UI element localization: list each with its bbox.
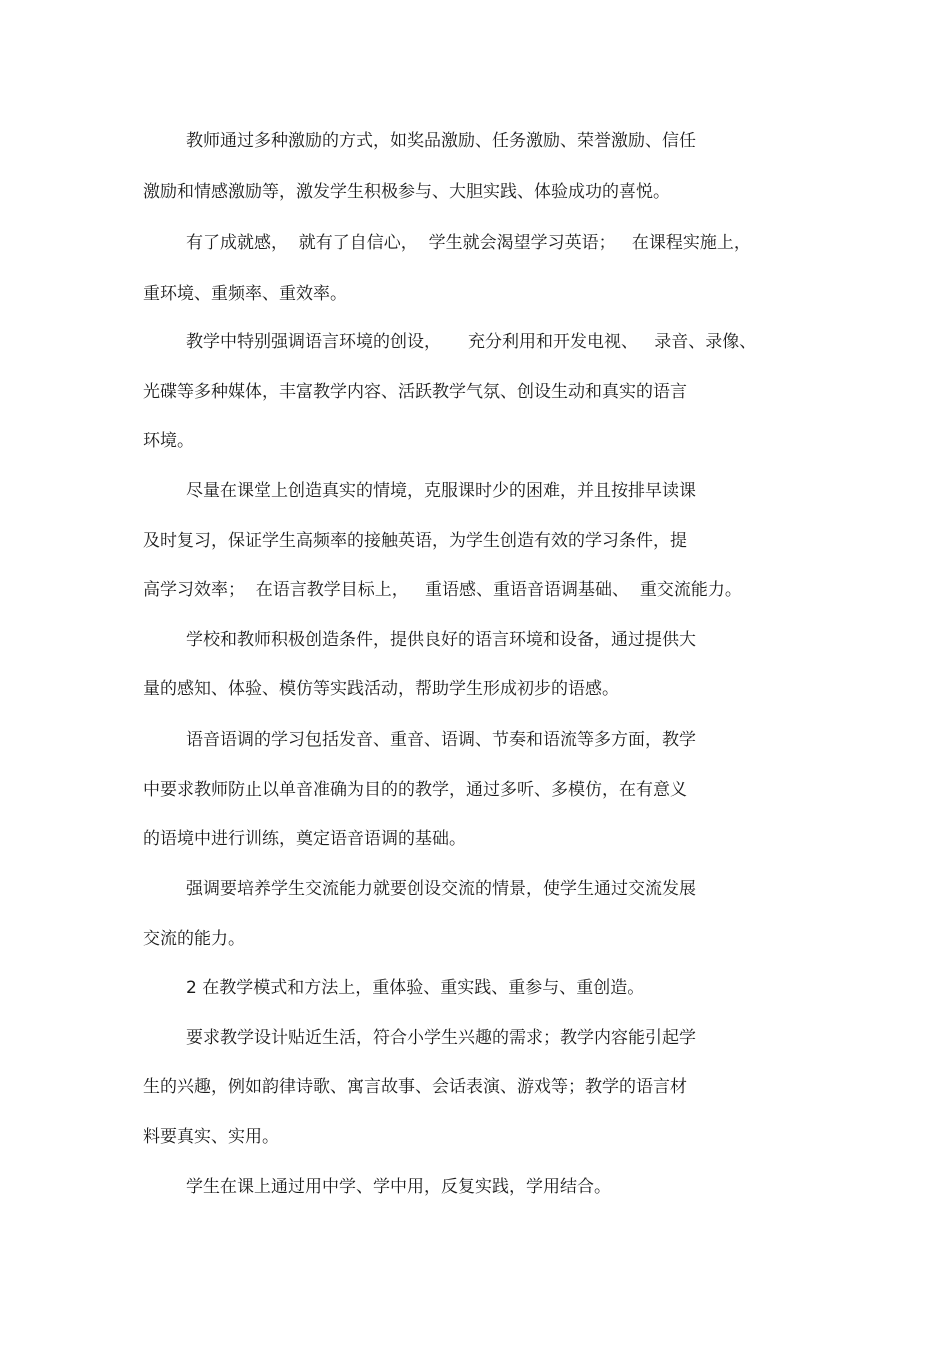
text-line: 语音语调的学习包括发音、重音、语调、节奏和语流等多方面，教学: [186, 730, 696, 750]
text-line: 的语境中进行训练，奠定语音语调的基础。: [143, 829, 466, 849]
text-line: 学校和教师积极创造条件，提供良好的语言环境和设备，通过提供大: [186, 630, 696, 650]
text-line: 生的兴趣，例如韵律诗歌、寓言故事、会话表演、游戏等；教学的语言材: [143, 1077, 687, 1097]
text-line: 教学中特别强调语言环境的创设， 充分利用和开发电视、 录音、录像、: [186, 332, 757, 352]
text-line: 教师通过多种激励的方式，如奖品激励、任务激励、荣誉激励、信任: [186, 131, 696, 151]
text-line: 交流的能力。: [143, 929, 245, 949]
text-line: 及时复习，保证学生高频率的接触英语，为学生创造有效的学习条件，提: [143, 531, 687, 551]
text-line: 有了成就感， 就有了自信心， 学生就会渴望学习英语； 在课程实施上，: [186, 233, 751, 253]
text-line: 高学习效率； 在语言教学目标上， 重语感、重语音语调基础、 重交流能力。: [143, 580, 742, 600]
text-line: 光碟等多种媒体，丰富教学内容、活跃教学气氛、创设生动和真实的语言: [143, 382, 687, 402]
text-line: 料要真实、实用。: [143, 1127, 279, 1147]
text-line: 2 在教学模式和方法上，重体验、重实践、重参与、重创造。: [186, 978, 645, 998]
text-line: 激励和情感激励等，激发学生积极参与、大胆实践、体验成功的喜悦。: [143, 182, 670, 202]
text-line: 量的感知、体验、模仿等实践活动，帮助学生形成初步的语感。: [143, 679, 619, 699]
text-line: 要求教学设计贴近生活，符合小学生兴趣的需求；教学内容能引起学: [186, 1028, 696, 1048]
text-line: 学生在课上通过用中学、学中用，反复实践，学用结合。: [186, 1177, 611, 1197]
text-line: 环境。: [143, 431, 194, 451]
text-line: 强调要培养学生交流能力就要创设交流的情景，使学生通过交流发展: [186, 879, 696, 899]
text-line: 重环境、重频率、重效率。: [143, 284, 347, 304]
text-line: 中要求教师防止以单音准确为目的的教学，通过多听、多模仿，在有意义: [143, 780, 687, 800]
text-line: 尽量在课堂上创造真实的情境，克服课时少的困难，并且按排早读课: [186, 481, 696, 501]
